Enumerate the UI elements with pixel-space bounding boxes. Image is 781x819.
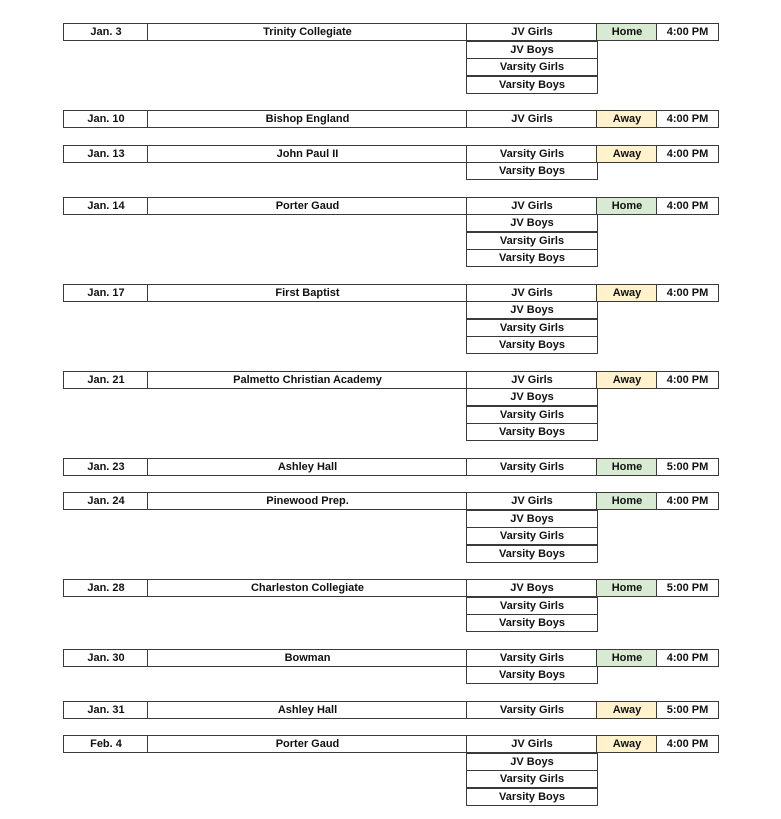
game-location: Home: [596, 197, 658, 215]
game-team: JV Girls: [466, 371, 598, 389]
game-date: Jan. 21: [63, 371, 149, 389]
game-team: Varsity Girls: [466, 458, 598, 476]
game-team: Varsity Boys: [466, 162, 598, 180]
game-team: Varsity Boys: [466, 614, 598, 632]
game-team: JV Boys: [466, 579, 598, 597]
game-location: Away: [596, 701, 658, 719]
game-opponent: John Paul II: [147, 145, 468, 163]
game-date: Jan. 3: [63, 23, 149, 41]
game-time: 4:00 PM: [656, 23, 719, 41]
game-location: Home: [596, 649, 658, 667]
game-opponent: Palmetto Christian Academy: [147, 371, 468, 389]
game-team: JV Girls: [466, 197, 598, 215]
game-location: Away: [596, 371, 658, 389]
game-team: JV Boys: [466, 214, 598, 232]
game-date: Jan. 17: [63, 284, 149, 302]
game-date: Jan. 31: [63, 701, 149, 719]
game-team: JV Boys: [466, 753, 598, 771]
game-team: JV Girls: [466, 735, 598, 753]
game-team: Varsity Girls: [466, 649, 598, 667]
game-team: Varsity Boys: [466, 76, 598, 94]
game-time: 5:00 PM: [656, 458, 719, 476]
game-location: Home: [596, 579, 658, 597]
game-time: 4:00 PM: [656, 492, 719, 510]
game-date: Feb. 4: [63, 735, 149, 753]
game-location: Home: [596, 492, 658, 510]
game-time: 4:00 PM: [656, 110, 719, 128]
game-team: Varsity Girls: [466, 770, 598, 788]
game-team: JV Girls: [466, 284, 598, 302]
game-team: Varsity Girls: [466, 527, 598, 545]
game-team: Varsity Girls: [466, 232, 598, 250]
game-date: Jan. 13: [63, 145, 149, 163]
game-time: 4:00 PM: [656, 735, 719, 753]
game-location: Away: [596, 110, 658, 128]
game-team: JV Boys: [466, 510, 598, 528]
game-opponent: Bishop England: [147, 110, 468, 128]
game-team: JV Girls: [466, 492, 598, 510]
game-opponent: Ashley Hall: [147, 458, 468, 476]
game-date: Jan. 23: [63, 458, 149, 476]
game-time: 4:00 PM: [656, 371, 719, 389]
game-time: 4:00 PM: [656, 284, 719, 302]
game-time: 4:00 PM: [656, 197, 719, 215]
game-team: Varsity Girls: [466, 701, 598, 719]
game-opponent: Bowman: [147, 649, 468, 667]
game-date: Jan. 10: [63, 110, 149, 128]
game-team: JV Girls: [466, 110, 598, 128]
game-team: JV Boys: [466, 388, 598, 406]
game-team: Varsity Boys: [466, 788, 598, 806]
game-location: Home: [596, 23, 658, 41]
game-location: Away: [596, 735, 658, 753]
game-team: Varsity Girls: [466, 406, 598, 424]
game-team: Varsity Boys: [466, 249, 598, 267]
game-opponent: Trinity Collegiate: [147, 23, 468, 41]
game-date: Jan. 14: [63, 197, 149, 215]
game-team: JV Girls: [466, 23, 598, 41]
game-location: Home: [596, 458, 658, 476]
game-location: Away: [596, 145, 658, 163]
game-team: Varsity Boys: [466, 336, 598, 354]
game-date: Jan. 24: [63, 492, 149, 510]
game-date: Jan. 30: [63, 649, 149, 667]
game-opponent: First Baptist: [147, 284, 468, 302]
game-team: Varsity Girls: [466, 145, 598, 163]
game-team: Varsity Girls: [466, 319, 598, 337]
game-date: Jan. 28: [63, 579, 149, 597]
game-opponent: Porter Gaud: [147, 197, 468, 215]
game-team: Varsity Boys: [466, 545, 598, 563]
game-team: Varsity Girls: [466, 58, 598, 76]
game-time: 5:00 PM: [656, 579, 719, 597]
game-team: JV Boys: [466, 41, 598, 59]
game-opponent: Pinewood Prep.: [147, 492, 468, 510]
game-time: 4:00 PM: [656, 145, 719, 163]
game-opponent: Charleston Collegiate: [147, 579, 468, 597]
game-time: 5:00 PM: [656, 701, 719, 719]
game-location: Away: [596, 284, 658, 302]
game-team: Varsity Girls: [466, 597, 598, 615]
game-time: 4:00 PM: [656, 649, 719, 667]
game-team: JV Boys: [466, 301, 598, 319]
game-opponent: Porter Gaud: [147, 735, 468, 753]
game-team: Varsity Boys: [466, 666, 598, 684]
game-team: Varsity Boys: [466, 423, 598, 441]
game-opponent: Ashley Hall: [147, 701, 468, 719]
